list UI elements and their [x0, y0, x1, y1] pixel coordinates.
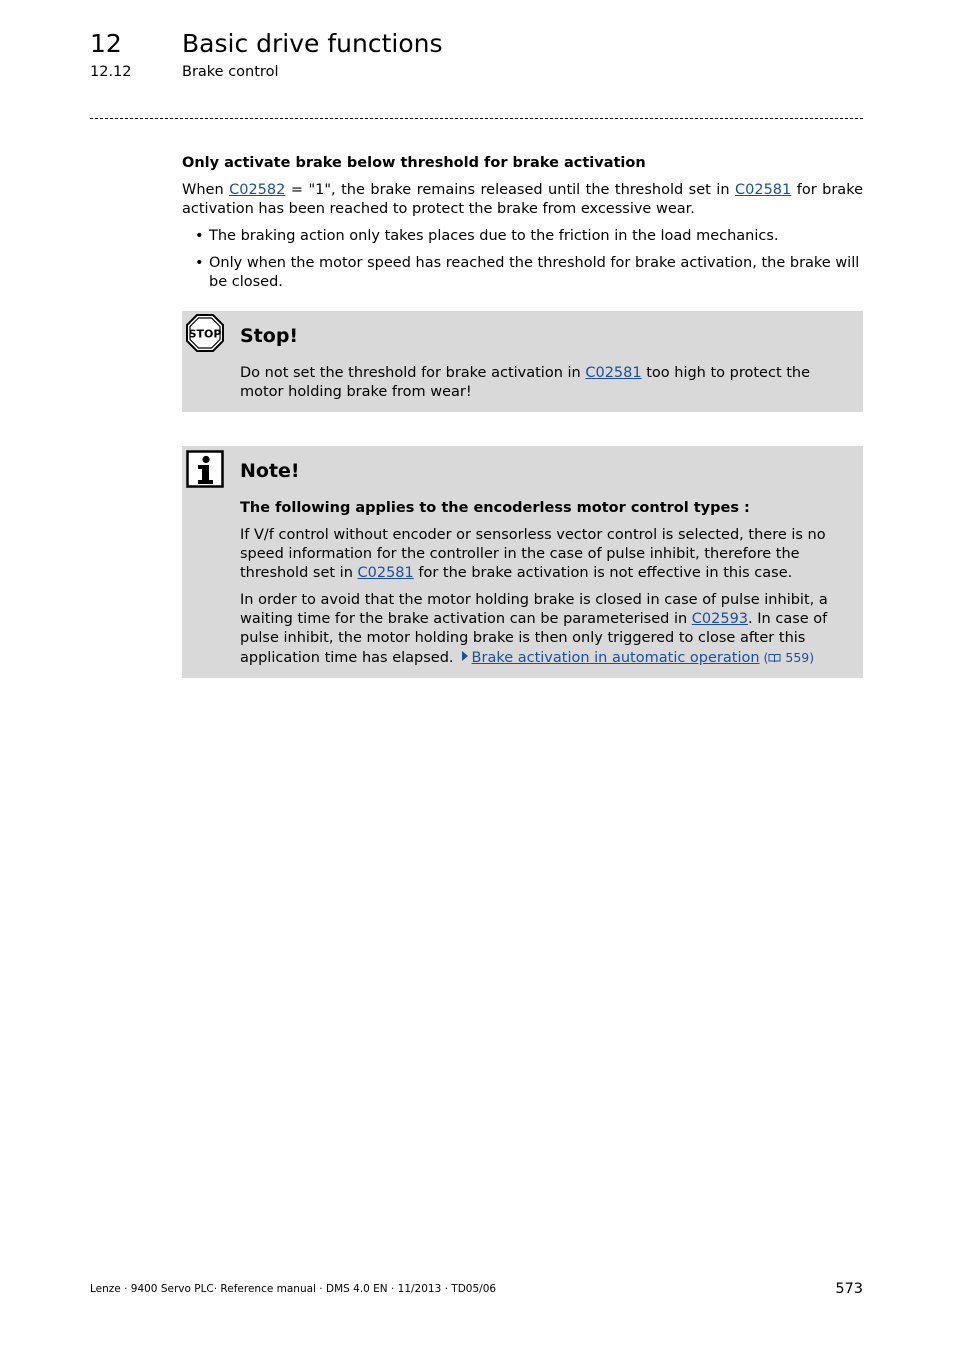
param-link-c02581[interactable]: C02581 — [585, 365, 642, 381]
book-icon — [768, 653, 781, 663]
stop-text-1: Do not set the threshold for brake activation in — [240, 365, 586, 381]
stop-title: Stop! — [240, 325, 299, 347]
subsection-heading: Only activate brake below threshold for brake activation — [182, 155, 646, 171]
bullet-icon: • — [195, 255, 204, 271]
footer-doc-info: Lenze · 9400 Servo PLC· Reference manual · DMS 4.0 EN · 11/2013 · TD05/06 — [90, 1283, 497, 1295]
chapter-title: Basic drive functions — [182, 29, 443, 58]
bullet-icon: • — [195, 228, 204, 244]
note-p1-text-2: for the brake activation is not effective in this case. — [413, 565, 793, 581]
bullet-list — [182, 227, 863, 292]
page-ref-number: 559) — [785, 650, 815, 665]
page-ref-open: ( — [763, 650, 769, 665]
note-p2-text-1: In order to avoid that the motor holding brake is closed in case of pulse inhibit, a waiting time for the brake activation can be parameterised in — [240, 592, 828, 627]
param-link-c02581[interactable]: C02581 — [735, 182, 792, 198]
intro-text-1: When — [182, 182, 230, 198]
note-title: Note! — [240, 460, 300, 482]
list-item-text: The braking action only takes places due to the friction in the load mechanics. — [209, 228, 779, 244]
note-paragraph-1 — [240, 526, 845, 583]
header-divider — [90, 118, 863, 119]
page-reference — [760, 650, 815, 665]
intro-paragraph — [182, 181, 863, 219]
chapter-number: 12 — [90, 29, 122, 58]
note-p1-text-1: If V/f control without encoder or sensorless vector control is selected, there is no speed information for the controller in the case of pulse inhibit, therefore the threshold set in — [240, 527, 826, 581]
stop-body — [240, 364, 845, 402]
note-p2-text-2: . In case of pulse inhibit, the motor holding brake is then only triggered to close after this application time has elapsed. — [240, 611, 828, 666]
triangle-right-icon — [462, 651, 468, 661]
info-icon — [186, 450, 224, 492]
stop-sign-icon — [186, 314, 224, 356]
list-item — [182, 227, 863, 246]
note-box — [182, 446, 863, 678]
list-item-text: Only when the motor speed has reached the threshold for brake activation, the brake will be closed. — [209, 255, 860, 290]
note-subheading: The following applies to the encoderless motor control types : — [240, 500, 750, 516]
intro-text-2: = "1", the brake remains released until the threshold set in — [285, 182, 735, 198]
stop-sign-label: STOP — [188, 327, 222, 341]
list-item — [182, 254, 863, 292]
section-number: 12.12 — [90, 64, 132, 80]
param-link-c02593[interactable]: C02593 — [691, 611, 749, 627]
note-body — [240, 499, 845, 676]
xref-link[interactable]: Brake activation in automatic operation — [471, 650, 760, 666]
main-content — [182, 152, 863, 300]
section-title: Brake control — [182, 64, 279, 80]
param-link-c02582[interactable]: C02582 — [229, 182, 286, 198]
note-paragraph-2 — [240, 591, 845, 668]
stop-box — [182, 311, 863, 412]
param-link-c02581[interactable]: C02581 — [357, 565, 414, 581]
intro-text-3: for brake activation has been reached to protect the brake from excessive wear. — [182, 182, 863, 217]
page-number: 573 — [835, 1281, 863, 1297]
stop-text-2: too high to protect the motor holding brake from wear! — [240, 365, 811, 400]
